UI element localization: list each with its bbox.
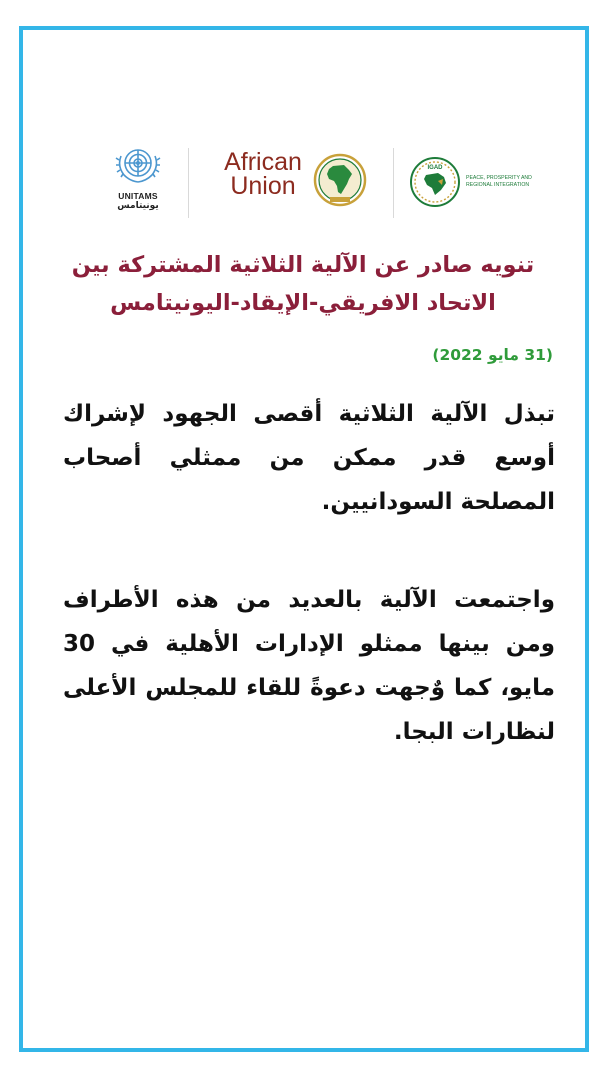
african-union-logo bbox=[213, 150, 383, 220]
partner-logos bbox=[23, 140, 585, 240]
igad-tagline-line2: REGIONAL INTEGRATION bbox=[466, 182, 530, 188]
african-union-line2: Union bbox=[230, 172, 296, 200]
announcement-paragraph-2: واجتمعت الآلية بالعديد من هذه الأطراف ومن بينها ممثلو الإدارات الأهلية في 30 مايو، كما وٌجهت دعوةً للقاء للمجلس الأعلى لنظارات البجا. bbox=[63, 587, 555, 745]
logo-divider bbox=[393, 148, 394, 218]
igad-tagline bbox=[466, 175, 546, 189]
announcement-title-line2: الاتحاد الافريقي-الإيقاد-اليونيتامس bbox=[110, 290, 496, 316]
announcement-date: (31 مايو 2022) bbox=[432, 346, 553, 364]
announcement-title bbox=[53, 246, 553, 322]
un-emblem-icon bbox=[113, 142, 163, 188]
african-union-wordmark bbox=[213, 150, 313, 198]
igad-emblem-icon bbox=[408, 155, 462, 209]
african-union-emblem-icon bbox=[313, 153, 367, 207]
igad-emblem-label: IGAD bbox=[427, 165, 443, 171]
unitams-arabic-label: يونيتامس bbox=[117, 201, 159, 211]
igad-logo bbox=[408, 155, 548, 215]
announcement-paragraph-1: تبذل الآلية الثلاثية أقصى الجهود لإشراك أوسع قدر ممكن من ممثلي أصحاب المصلحة السودانيين. bbox=[63, 401, 555, 515]
igad-tagline-line1: PEACE, PROSPERITY AND bbox=[466, 175, 532, 181]
unitams-label: UNITAMS bbox=[118, 191, 158, 201]
unitams-logo bbox=[93, 140, 183, 240]
announcement-title-line1: تنويه صادر عن الآلية الثلاثية المشتركة بين bbox=[71, 252, 535, 278]
african-union-line1: African bbox=[224, 148, 302, 176]
logo-divider bbox=[188, 148, 189, 218]
announcement-card bbox=[19, 26, 589, 1052]
